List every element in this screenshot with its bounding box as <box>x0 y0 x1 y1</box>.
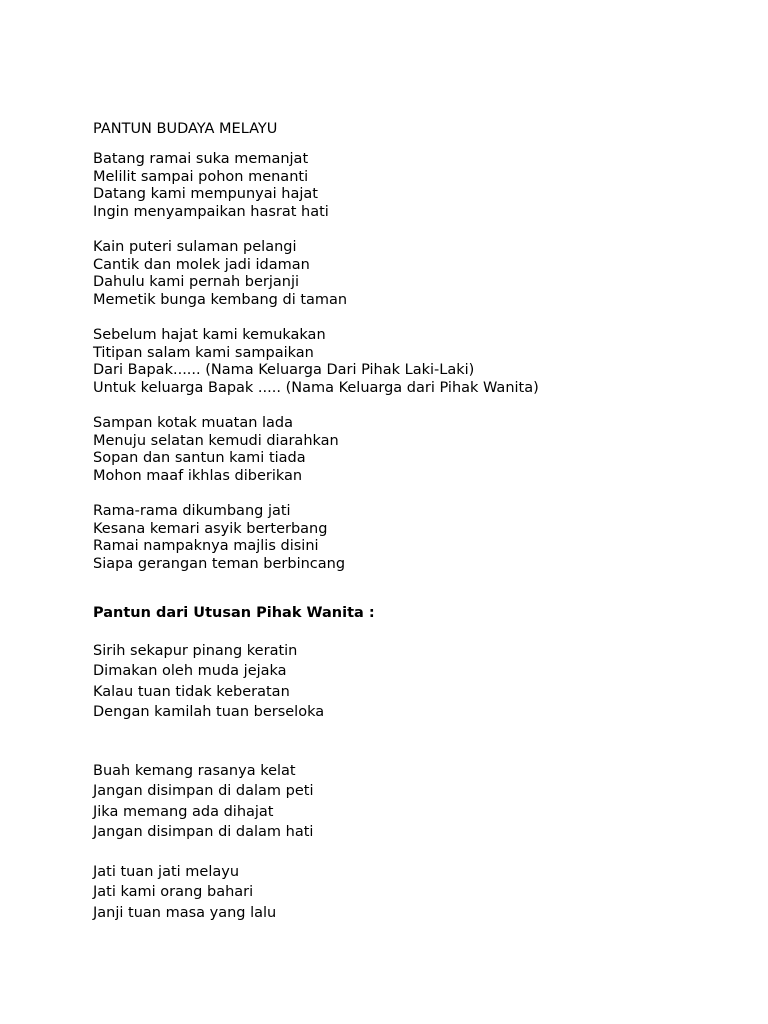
verse-line: Dengan kamilah tuan berseloka <box>93 704 325 721</box>
verse-line: Menuju selatan kemudi diarahkan <box>93 432 339 449</box>
verse-line: Dimakan oleh muda jejaka <box>93 663 287 680</box>
stanza-7 <box>93 761 314 843</box>
verse-line: Cantik dan molek jadi idaman <box>93 256 310 273</box>
verse-line: Batang ramai suka memanjat <box>93 151 309 167</box>
stanza-4 <box>93 415 339 485</box>
verse-line: Ingin menyampaikan hasrat hati <box>93 203 329 220</box>
verse-line: Siapa gerangan teman berbincang <box>93 555 346 572</box>
verse-line: Jangan disimpan di dalam peti <box>93 783 314 800</box>
verse-line: Melilit sampai pohon menanti <box>93 168 309 185</box>
stanza-8 <box>93 862 276 923</box>
verse-line: Titipan salam kami sampaikan <box>93 344 314 361</box>
verse-line: Sirih sekapur pinang keratin <box>93 643 298 659</box>
document-title: PANTUN BUDAYA MELAYU <box>93 121 278 137</box>
document-page <box>93 0 753 1024</box>
verse-line: Jati tuan jati melayu <box>93 864 240 880</box>
verse-line: Datang kami mempunyai hajat <box>93 186 318 203</box>
verse-line: Ramai nampaknya majlis disini <box>93 538 319 555</box>
verse-line: Sebelum hajat kami kemukakan <box>93 327 326 343</box>
verse-line: Janji tuan masa yang lalu <box>93 904 277 921</box>
verse-line: Jati kami orang bahari <box>93 884 254 901</box>
verse-line: Mohon maaf ikhlas diberikan <box>93 467 303 484</box>
section-subtitle: Pantun dari Utusan Pihak Wanita : <box>93 605 375 621</box>
stanza-3 <box>93 327 539 397</box>
verse-line: Sopan dan santun kami tiada <box>93 450 306 467</box>
verse-line: Sampan kotak muatan lada <box>93 415 294 431</box>
stanza-5 <box>93 503 345 573</box>
stanza-6 <box>93 641 324 723</box>
verse-line: Kalau tuan tidak keberatan <box>93 683 290 700</box>
stanza-2 <box>93 239 347 309</box>
verse-line: Dari Bapak...... (Nama Keluarga Dari Pihak Laki-Laki) <box>93 362 475 379</box>
verse-line: Jika memang ada dihajat <box>93 803 274 820</box>
verse-line: Buah kemang rasanya kelat <box>93 763 296 779</box>
verse-line: Kain puteri sulaman pelangi <box>93 239 297 255</box>
verse-line: Memetik bunga kembang di taman <box>93 291 348 308</box>
verse-line: Untuk keluarga Bapak ..... (Nama Keluarga dari Pihak Wanita) <box>93 379 539 396</box>
verse-line: Rama-rama dikumbang jati <box>93 503 291 519</box>
stanza-1 <box>93 151 329 221</box>
verse-line: Jangan disimpan di dalam hati <box>93 824 314 841</box>
verse-line: Dahulu kami pernah berjanji <box>93 274 300 291</box>
verse-line: Kesana kemari asyik berterbang <box>93 520 328 537</box>
